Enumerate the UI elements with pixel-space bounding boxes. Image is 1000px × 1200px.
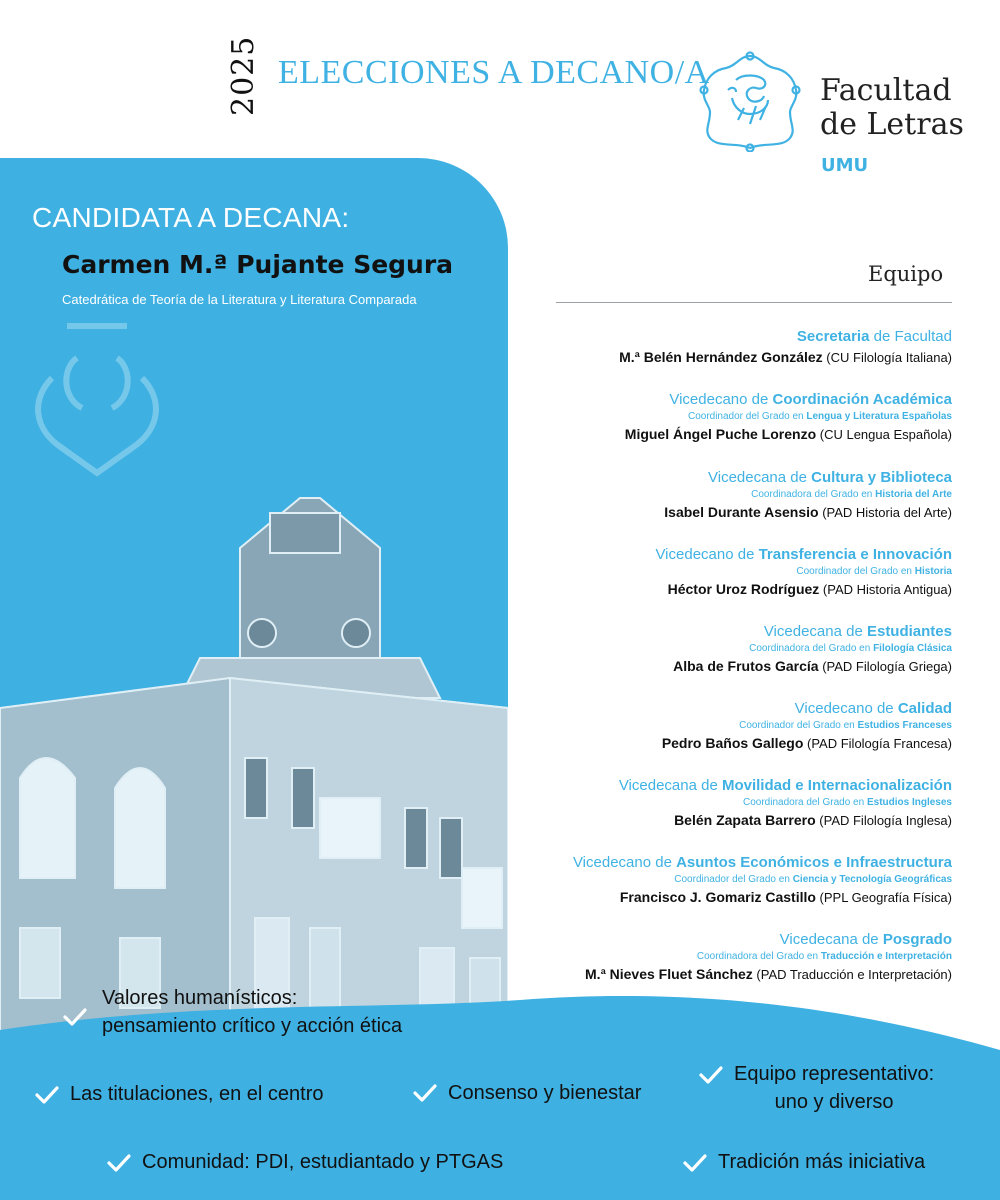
value-text: Tradición más iniciativa — [718, 1151, 926, 1173]
member-role-prefix: Vicedecano de — [572, 854, 677, 871]
member-name-line — [512, 810, 952, 831]
year-label: 2025 — [226, 35, 261, 116]
member-coordination — [512, 565, 952, 579]
member-degree: Lengua y Literatura Españolas — [806, 411, 952, 422]
member-name-line — [512, 656, 952, 677]
member-coordination-prefix: Coordinador del Grado en — [796, 566, 915, 577]
value-item — [718, 1148, 925, 1176]
member-name: Alba de Frutos García — [673, 658, 819, 674]
member-role-area: Estudiantes — [866, 623, 952, 640]
member-role-area: Asuntos Económicos e Infraestructura — [676, 854, 952, 871]
member-coordination-prefix: Coordinadora del Grado en — [696, 951, 821, 962]
value-item — [102, 984, 402, 1040]
member-role-area: Posgrado — [882, 931, 952, 948]
value-text: Consenso y bienestar — [448, 1082, 642, 1104]
value-text: uno y diverso — [774, 1091, 894, 1113]
value-text: Equipo representativo: — [734, 1063, 935, 1085]
member-position: (PAD Historia Antigua) — [819, 582, 952, 597]
member-position: (PAD Historia del Arte) — [818, 505, 952, 520]
member-role-area: Transferencia e Innovación — [758, 546, 952, 563]
check-icon — [682, 1152, 708, 1174]
member-role-prefix: Vicedecana de — [708, 469, 812, 486]
member-role-suffix: de Facultad — [869, 328, 952, 345]
candidate-label: CANDIDATA A DECANA: — [32, 202, 350, 233]
member-role — [512, 699, 952, 719]
member-coordination-prefix: Coordinadora del Grado en — [751, 489, 876, 500]
faculty-name-line2: de Letras — [820, 107, 964, 142]
member-role-area: Coordinación Académica — [772, 391, 952, 408]
member-name-line — [512, 347, 952, 368]
member-role — [512, 853, 952, 873]
team-divider — [556, 302, 952, 303]
member-name-line — [512, 887, 952, 908]
member-role-area: Cultura y Biblioteca — [811, 469, 952, 486]
check-icon — [62, 1006, 88, 1028]
member-coordination-prefix: Coordinador del Grado en — [687, 411, 807, 422]
value-text: Valores humanísticos: — [102, 987, 298, 1009]
member-name-line — [512, 733, 952, 754]
member-position: (PAD Filología Francesa) — [803, 736, 952, 751]
heart-emblem-icon — [22, 318, 162, 478]
member-name: Miguel Ángel Puche Lorenzo — [624, 426, 817, 442]
member-coordination-prefix: Coordinador del Grado en — [674, 874, 793, 885]
member-degree: Estudios Franceses — [857, 720, 952, 731]
team-member — [512, 390, 952, 445]
member-role-prefix: Vicedecana de — [763, 623, 867, 640]
member-role — [512, 776, 952, 796]
member-degree: Historia — [914, 566, 952, 577]
member-role — [512, 622, 952, 642]
team-member — [512, 545, 952, 600]
member-role-prefix: Vicedecano de — [669, 391, 773, 408]
member-name-line — [512, 424, 952, 445]
member-role — [512, 545, 952, 565]
member-role-prefix: Vicedecano de — [794, 700, 898, 717]
team-title: Equipo — [868, 262, 944, 286]
member-name: M.ª Nieves Fluet Sánchez — [585, 966, 753, 982]
value-text: Las titulaciones, en el centro — [70, 1083, 324, 1105]
page-title: ELECCIONES A DECANO/A — [278, 54, 710, 91]
member-name: Héctor Uroz Rodríguez — [667, 581, 820, 597]
value-item — [448, 1079, 641, 1107]
member-degree: Estudios Ingleses — [866, 797, 952, 808]
member-role — [512, 468, 952, 488]
member-role-area: Movilidad e Internacionalización — [721, 777, 952, 794]
team-member — [512, 930, 952, 985]
member-coordination-prefix: Coordinadora del Grado en — [749, 643, 874, 654]
member-name: Pedro Baños Gallego — [661, 735, 804, 751]
university-label: UMU — [821, 155, 869, 176]
member-coordination — [512, 642, 952, 656]
member-coordination — [512, 950, 952, 964]
member-name: Francisco J. Gomariz Castillo — [619, 889, 816, 905]
value-text: Comunidad: PDI, estudiantado y PTGAS — [142, 1151, 504, 1173]
value-item — [734, 1060, 934, 1116]
member-position: (PAD Filología Inglesa) — [815, 813, 952, 828]
member-name-line — [512, 502, 952, 523]
member-role-prefix: Vicedecano de — [655, 546, 759, 563]
member-position: (PAD Filología Griega) — [818, 659, 952, 674]
member-name-line — [512, 964, 952, 985]
check-icon — [34, 1084, 60, 1106]
member-coordination-prefix: Coordinador del Grado en — [739, 720, 858, 731]
value-item — [142, 1148, 503, 1176]
member-coordination — [512, 873, 952, 887]
faculty-name-line1: Facultad — [820, 73, 952, 108]
member-coordination — [512, 796, 952, 810]
faculty-logo-icon — [698, 50, 802, 152]
member-degree: Historia del Arte — [875, 489, 952, 500]
value-text: pensamiento crítico y acción ética — [102, 1015, 403, 1037]
member-role — [512, 327, 952, 347]
member-role-prefix: Vicedecana de — [779, 931, 883, 948]
member-degree: Ciencia y Tecnología Geográficas — [792, 874, 952, 885]
member-role-area: Calidad — [897, 700, 952, 717]
team-member — [512, 622, 952, 677]
team-member — [512, 699, 952, 754]
value-item — [70, 1080, 324, 1108]
member-role-prefix: Vicedecana de — [618, 777, 722, 794]
member-coordination — [512, 719, 952, 733]
member-position: (PAD Traducción e Interpretación) — [752, 967, 952, 982]
member-position: (CU Filología Italiana) — [822, 350, 952, 365]
member-coordination — [512, 410, 952, 424]
team-member — [512, 853, 952, 908]
member-role-area: Secretaria — [796, 328, 870, 345]
member-position: (CU Lengua Española) — [816, 427, 952, 442]
member-name: M.ª Belén Hernández González — [619, 349, 823, 365]
candidate-role: Catedrática de Teoría de la Literatura y Literatura Comparada — [62, 292, 417, 307]
team-member — [512, 468, 952, 523]
member-degree: Filología Clásica — [873, 643, 952, 654]
member-name: Isabel Durante Asensio — [664, 504, 819, 520]
member-name: Belén Zapata Barrero — [674, 812, 816, 828]
team-member — [512, 327, 952, 368]
check-icon — [412, 1082, 438, 1104]
team-member — [512, 776, 952, 831]
check-icon — [698, 1064, 724, 1086]
faculty-name — [820, 74, 964, 142]
member-name-line — [512, 579, 952, 600]
check-icon — [106, 1152, 132, 1174]
candidate-name: Carmen M.ª Pujante Segura — [62, 250, 454, 279]
member-coordination-prefix: Coordinadora del Grado en — [742, 797, 867, 808]
member-coordination — [512, 488, 952, 502]
member-role — [512, 390, 952, 410]
member-degree: Traducción e Interpretación — [820, 951, 952, 962]
member-role — [512, 930, 952, 950]
member-position: (PPL Geografía Física) — [815, 890, 952, 905]
